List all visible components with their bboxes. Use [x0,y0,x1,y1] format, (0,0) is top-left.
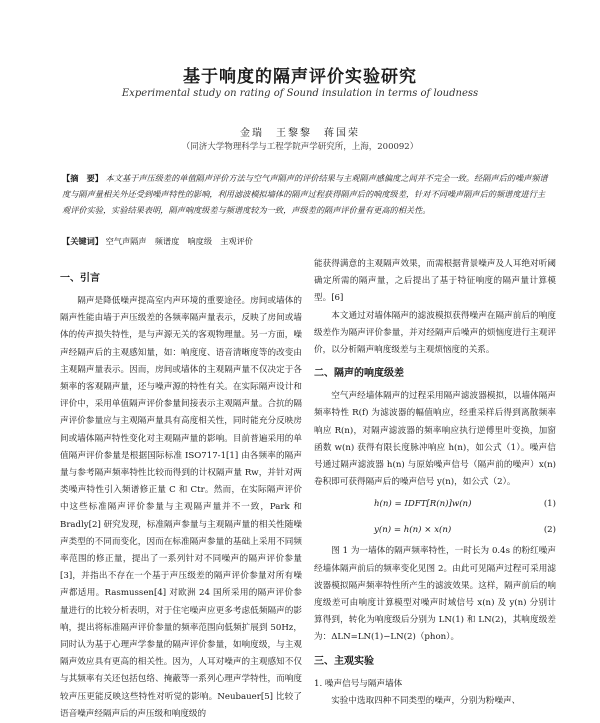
section-heading-experiment: 三、主观实验 [314,655,374,667]
intro-paragraph-continued: 能获得满意的主观隔声效果，而需根据背景噪声及人耳绝对听阈确定所需的隔声量，之后提出了基于特征响度的隔声量计算模型。[6] [314,259,556,304]
equation-2-body: y(n) = h(n) × x(n) [374,524,452,535]
author-list: 金瑞 王黎黎 蒋国荣 [240,128,360,139]
keywords-label: 【关键词】 [62,236,103,246]
left-column [60,264,302,723]
right-column [314,256,556,710]
keywords [62,234,550,248]
equation-2-number: (2) [543,524,556,535]
abstract [62,170,550,218]
affiliation: （同济大学物理科学与工程学院声学研究所，上海，200092） [181,142,419,152]
paper-title: 基于响度的隔声评价实验研究 [183,67,417,87]
filter-paragraph: 空气声经墙体隔声的过程采用隔声滤波器模拟，以墙体隔声频率特性 R(f) 为滤波器的幅值响应，经重采样后得到离散频率响应 R(n)，对隔声滤波器的频率响应执行逆傅里叶变换，加窗函数 w(n) 获得有限长度脉冲响应 h(n)，如公式（1）。噪声信号通过隔声滤波器 h(n) 与原始噪声信号（隔声前的噪声）x(n) 卷积即可获得隔声后的噪声信号 y(n)，如公式（2）。 [314,391,556,488]
method-paragraph: 本文通过对墙体隔声的滤波模拟获得噪声在隔声前后的响度级差作为隔声评价参量，并对经隔声后噪声的烦恼度进行主观评价，以分析隔声响度级差与主观烦恼度的关系。 [314,310,556,356]
section-heading-introduction: 一、引言 [60,273,100,284]
abstract-text: 本文基于声压级差的单值隔声评价方法与空气声隔声的评价结果与主观隔声感偏度之间并不完全一致。经隔声后的噪声频谱度与隔声量相关外还受到噪声特性的影响，利用滤波模拟墙体的隔声过程获得隔声后的响度级差，针对不同噪声隔声后的频谱度进行主观评价实验，实验结果表明，隔声响度级差与频谱度较为一致，声级差的隔声评价量有更高的相关性。 [62,173,548,215]
keywords-text: 空气声隔声 频谱度 响度级 主观评价 [105,236,253,246]
section-heading-loudness: 二、隔声的响度级差 [314,368,404,380]
equation-1-number: (1) [543,498,556,509]
abstract-label: 【摘 要】 [62,173,103,183]
figure-description-paragraph: 图 1 为一墙体的隔声频率特性，一时长为 0.4s 的粉红噪声经墙体隔声前后的频率变化见图 2。由此可见隔声过程可采用滤波器模拟隔声频率特性所产生的滤波效果。这样，隔声前后的响度级差可由响度计算模型对噪声时域信号 x(n) 及 y(n) 分别计算得到，转化为响度级后分别为 LN(1) 和 LN(2)，其响度级差为：ΔLN=LN(1)−LN(2)（phon）。 [314,546,556,643]
equation-2 [314,517,556,543]
equation-1-body: h(n) = IDFT[R(n)]w(n) [374,498,472,509]
paper-title-english: Experimental study on rating of Sound insulation in terms of loudness [121,88,479,99]
intro-paragraph: 隔声是降低噪声提高室内声环境的重要途径。房间或墙体的隔声性能由墙于声压级差的各频率隔声量表示，反映了房间或墙体的传声损失特性，是与声源无关的客观物理量。另一方面，噪声经隔声后的主观感知量，如：响度度、语音清晰度等的改变由主观隔声量表示。因而，房间或墙体的主观隔声量不仅决定于各频率的客观隔声量，还与噪声源的特性有关。在实际隔声设计和评价中，采用单值隔声评价参量间接表示主观隔声量。合抗的隔声评价参量应与主观隔声量具有高度相关性，同时能充分反映房间或墙体隔声特性变化对主观隔声量的影响。目前普遍采用的单值隔声评价参量是根据国际标准 ISO717-1[1] 由各频率的隔声量与参考隔声频率特性比较而得到的计权隔声量 Rw，并针对两类噪声特性引入频谱修正量 C 和 Ctr。然而，在实际隔声评价中这些标准隔声评价参量与主观隔声量并不一致，Park 和 Bradly[2] 研究发现，标准隔声参量与主观隔声量的相关性随噪声类型的不同而变化，因而在标准隔声参量的基础上采用不同频率范围的修正量，提出了一系列针对不同噪声的隔声评价参量[3]，并指出不存在一个基于声压级差的隔声评价参量对所有噪声都适用。Rasmussen[4] 对欧洲 24 国所采用的隔声评价参量进行的比较分析表明，对于住宅噪声应更多考虑低频隔声的影响，提出将标准隔声评价参量的频率范围向低频扩展到 50Hz，同时认为基于心理声学参量的隔声评价参量，如响度级，与主观隔声效应具有更高的相关性。因为，人耳对噪声的主观感知不仅与其频率有关还包括包络、掩蔽等一系列心理声学特性，而响度较声压更能反映这些特性对听觉的影响。Neubauer[5] 比较了语音噪声经隔声后的声压级和响度级的 [60,296,302,719]
noise-paragraph: 实验中选取四种不同类型的噪声，分别为粉噪声、 [331,695,521,706]
equation-1 [314,491,556,517]
subsection-heading-noise: 1. 噪声信号与隔声墙体 [314,678,403,689]
